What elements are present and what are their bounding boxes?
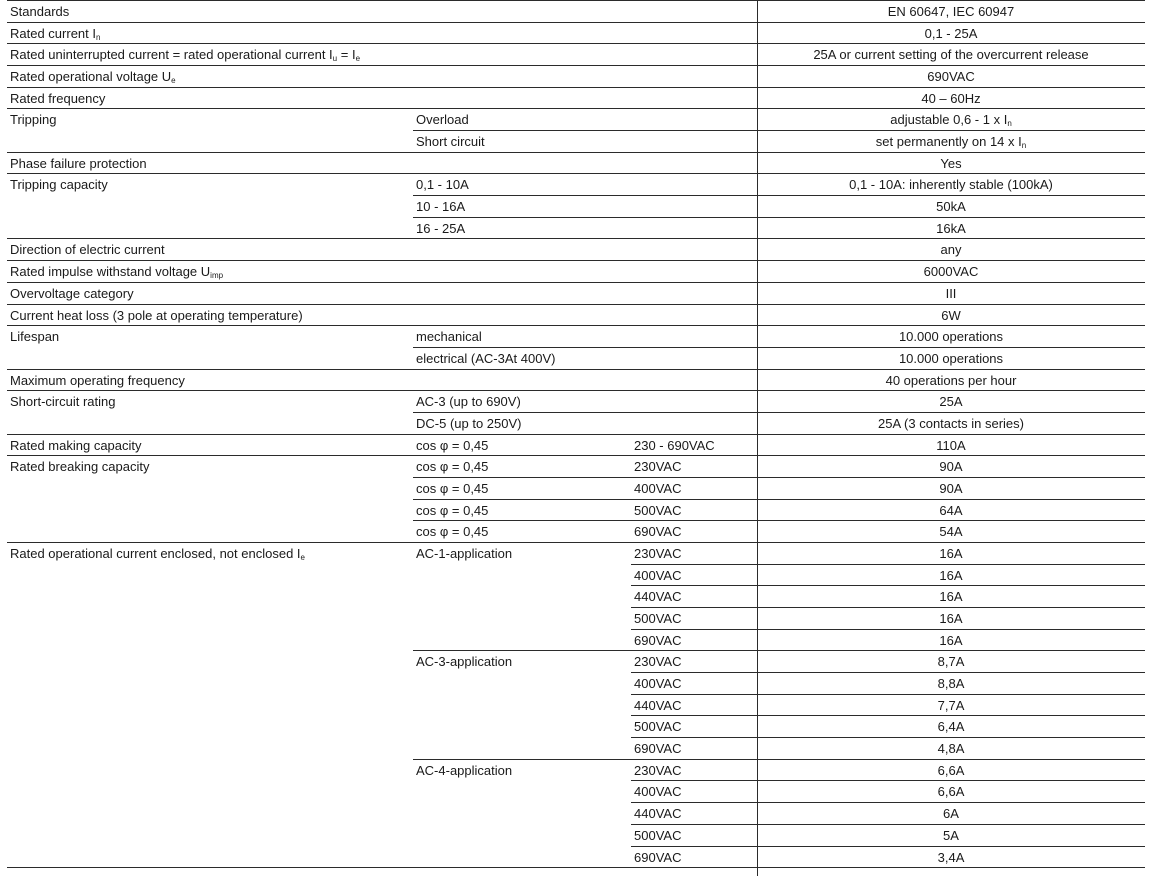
voltage-cell <box>634 738 756 760</box>
table-row <box>0 239 1157 261</box>
value-cell <box>757 738 1145 760</box>
voltage-cell-text: 400VAC <box>634 676 682 692</box>
table-row <box>0 521 1157 543</box>
voltage-cell <box>634 109 756 131</box>
voltage-cell-text: 440VAC <box>634 806 682 822</box>
value-cell <box>757 825 1145 847</box>
value-cell <box>757 153 1145 175</box>
property-cell <box>10 803 410 825</box>
table-row <box>0 478 1157 500</box>
table-row <box>0 88 1157 110</box>
condition-cell <box>416 66 630 88</box>
table-row <box>0 370 1157 392</box>
value-cell <box>757 478 1145 500</box>
value-cell-text: 25A (3 contacts in series) <box>878 415 1024 431</box>
voltage-cell <box>634 630 756 652</box>
property-cell <box>10 586 410 608</box>
voltage-cell <box>631 586 757 608</box>
voltage-cell <box>634 88 756 110</box>
table-row <box>0 803 1157 825</box>
value-cell-text: 8,7A <box>937 654 965 670</box>
value-cell <box>757 88 1145 110</box>
table-row <box>0 131 1157 153</box>
value-cell-text: 16kA <box>936 220 966 236</box>
value-cell-text: 10.000 operations <box>898 350 1004 366</box>
condition-cell <box>416 239 630 261</box>
value-cell <box>757 370 1145 392</box>
condition-cell <box>416 760 630 782</box>
property-cell-subscript: u <box>332 54 338 64</box>
voltage-cell-text: 500VAC <box>634 611 682 627</box>
value-cell-text: 5A <box>943 827 959 843</box>
value-cell-text: EN 60647, IEC 60947 <box>887 4 1015 19</box>
condition-cell-text: AC-4-application <box>416 762 513 778</box>
value-cell <box>757 803 1145 825</box>
voltage-cell <box>631 695 757 717</box>
voltage-cell <box>634 261 756 283</box>
value-cell <box>757 174 1145 196</box>
voltage-cell <box>634 196 756 218</box>
property-cell-text: Rated frequency <box>10 90 106 106</box>
property-cell-text: Rated operational current enclosed, not enclosed I <box>10 546 301 561</box>
value-cell <box>757 651 1145 673</box>
voltage-cell <box>634 478 756 500</box>
condition-cell <box>416 651 630 673</box>
value-cell-text: 0,1 - 25A <box>924 25 978 41</box>
condition-cell <box>416 261 630 283</box>
voltage-cell-text: 690VAC <box>634 524 682 540</box>
value-cell-text: 90A <box>939 459 963 475</box>
table-row <box>0 825 1157 847</box>
table-row <box>0 695 1157 717</box>
property-cell <box>10 109 410 131</box>
condition-cell-text: AC-3 (up to 690V) <box>416 394 521 410</box>
condition-cell <box>416 847 630 869</box>
property-cell-subscript: e <box>171 76 176 86</box>
value-cell-text: 10.000 operations <box>898 329 1004 345</box>
condition-cell-text: 0,1 - 10A <box>416 177 469 193</box>
condition-cell-text: AC-3-application <box>416 654 513 670</box>
condition-cell-text: 16 - 25A <box>416 220 466 236</box>
property-cell <box>10 825 410 847</box>
property-cell-subscript: n <box>96 32 101 42</box>
condition-cell <box>416 781 630 803</box>
voltage-cell <box>634 435 756 457</box>
property-cell-text: Standards <box>10 4 70 19</box>
value-cell <box>757 261 1145 283</box>
value-cell-text: any <box>940 242 962 258</box>
value-cell-text: 6000VAC <box>923 264 979 280</box>
voltage-cell <box>631 543 757 565</box>
property-cell <box>10 608 410 630</box>
value-cell <box>757 283 1145 305</box>
property-cell-subscript-2: e <box>355 54 361 64</box>
condition-cell <box>416 521 630 543</box>
condition-cell-text: AC-1-application <box>416 546 513 561</box>
condition-cell-text: 10 - 16A <box>416 199 466 215</box>
condition-cell <box>416 825 630 847</box>
condition-cell <box>416 348 630 370</box>
property-cell-subscript: e <box>300 553 305 562</box>
table-row <box>0 565 1157 587</box>
table-row <box>0 23 1157 45</box>
condition-cell <box>416 88 630 110</box>
voltage-cell-text: 500VAC <box>634 827 682 843</box>
table-row <box>0 348 1157 370</box>
voltage-cell <box>634 239 756 261</box>
value-cell-text: 50kA <box>936 199 966 215</box>
condition-cell-text: cos φ = 0,45 <box>416 459 489 475</box>
value-cell-text: 40 operations per hour <box>885 372 1017 388</box>
value-cell-text: set permanently on 14 x I <box>875 134 1022 150</box>
condition-cell <box>416 803 630 825</box>
property-cell-text: Overvoltage category <box>10 285 134 301</box>
property-cell-text: Maximum operating frequency <box>10 372 185 388</box>
table-row <box>0 153 1157 175</box>
voltage-cell-text: 690VAC <box>634 741 682 757</box>
value-cell-text: 6A <box>943 806 959 822</box>
value-cell-text: 6,6A <box>937 762 965 778</box>
value-cell <box>757 391 1145 413</box>
table-row <box>0 760 1157 782</box>
value-cell <box>757 218 1145 240</box>
property-cell-text: Rated breaking capacity <box>10 459 150 475</box>
voltage-cell <box>634 23 756 45</box>
voltage-cell <box>634 218 756 240</box>
value-cell-text: 6W <box>941 307 961 323</box>
voltage-cell <box>631 803 757 825</box>
condition-cell <box>416 370 630 392</box>
property-cell <box>10 651 410 673</box>
table-row <box>0 456 1157 478</box>
value-cell <box>757 131 1145 153</box>
condition-cell-text: Overload <box>416 112 469 128</box>
table-row <box>0 66 1157 88</box>
condition-cell <box>416 153 630 175</box>
value-cell-text: 16A <box>939 589 963 605</box>
voltage-cell <box>634 44 756 66</box>
property-cell-text-tail: = I <box>337 47 356 63</box>
property-cell <box>10 716 410 738</box>
voltage-cell <box>634 521 756 543</box>
voltage-cell-text: 400VAC <box>634 567 682 583</box>
property-cell-text: Phase failure protection <box>10 155 147 171</box>
property-cell <box>10 391 410 413</box>
value-cell-text: 110A <box>936 437 966 453</box>
table-row <box>0 543 1157 565</box>
voltage-cell <box>634 370 756 392</box>
value-cell-text: III <box>945 285 957 301</box>
condition-cell-text: cos φ = 0,45 <box>416 524 489 540</box>
voltage-cell <box>631 565 757 587</box>
value-cell-text: 16A <box>939 632 963 648</box>
condition-cell-text: DC-5 (up to 250V) <box>416 415 522 431</box>
value-cell <box>757 608 1145 630</box>
value-cell-text: 54A <box>939 524 963 540</box>
table-row <box>0 196 1157 218</box>
table-row <box>0 500 1157 522</box>
table-row <box>0 435 1157 457</box>
property-cell <box>10 174 410 196</box>
value-cell <box>757 586 1145 608</box>
value-cell <box>757 44 1145 66</box>
property-cell-text: Rated making capacity <box>10 437 142 453</box>
condition-cell <box>416 413 630 435</box>
table-row <box>0 1 1157 23</box>
voltage-cell <box>631 760 757 782</box>
property-cell-text: Tripping capacity <box>10 177 108 193</box>
property-cell <box>10 630 410 652</box>
value-cell <box>757 326 1145 348</box>
condition-cell <box>416 435 630 457</box>
property-cell <box>10 478 410 500</box>
value-cell-text: 6,4A <box>937 719 965 735</box>
property-cell-text: Short-circuit rating <box>10 394 116 410</box>
voltage-cell <box>634 305 756 327</box>
value-cell-text: 7,7A <box>937 697 965 713</box>
voltage-cell-text: 500VAC <box>634 502 682 518</box>
condition-cell <box>416 608 630 630</box>
table-row <box>0 283 1157 305</box>
value-cell <box>757 543 1145 565</box>
voltage-cell <box>631 716 757 738</box>
voltage-cell-text: 400VAC <box>634 784 682 800</box>
voltage-cell <box>634 174 756 196</box>
voltage-cell <box>634 153 756 175</box>
property-cell <box>10 326 410 348</box>
condition-cell <box>416 44 630 66</box>
table-row <box>0 305 1157 327</box>
property-cell <box>10 500 410 522</box>
property-cell <box>10 760 410 782</box>
table-row <box>0 261 1157 283</box>
value-cell <box>757 196 1145 218</box>
voltage-cell <box>634 283 756 305</box>
value-cell-text: 16A <box>939 567 963 583</box>
condition-cell <box>416 565 630 587</box>
voltage-cell-text: 230VAC <box>634 762 682 778</box>
voltage-cell-text: 690VAC <box>634 849 682 865</box>
table-row <box>0 391 1157 413</box>
property-cell <box>10 196 410 218</box>
voltage-cell <box>634 391 756 413</box>
voltage-cell <box>631 673 757 695</box>
voltage-cell-text: 690VAC <box>634 632 682 648</box>
table-row <box>0 174 1157 196</box>
value-cell-text: 6,6A <box>937 784 965 800</box>
voltage-cell <box>634 413 756 435</box>
condition-cell <box>416 23 630 45</box>
voltage-cell-text: 440VAC <box>634 589 682 605</box>
condition-cell-text: cos φ = 0,45 <box>416 480 489 496</box>
voltage-cell <box>631 608 757 630</box>
property-cell-text: Lifespan <box>10 329 60 345</box>
voltage-cell <box>634 131 756 153</box>
property-cell <box>10 673 410 695</box>
voltage-cell <box>634 847 756 869</box>
table-row <box>0 586 1157 608</box>
table-row <box>0 738 1157 760</box>
voltage-cell <box>634 1 756 23</box>
value-cell <box>757 781 1145 803</box>
table-row <box>0 651 1157 673</box>
condition-cell <box>416 283 630 305</box>
value-cell <box>757 500 1145 522</box>
voltage-cell-text: 440VAC <box>634 697 682 713</box>
value-cell <box>757 109 1145 131</box>
property-cell <box>10 738 410 760</box>
value-cell-text: 4,8A <box>937 741 965 757</box>
value-cell-subscript: n <box>1021 141 1027 151</box>
voltage-cell <box>634 326 756 348</box>
voltage-cell <box>631 781 757 803</box>
table-row <box>0 716 1157 738</box>
value-cell-text: 64A <box>939 502 963 518</box>
property-cell-text: Tripping <box>10 112 57 128</box>
property-cell <box>10 781 410 803</box>
value-cell <box>757 521 1145 543</box>
value-cell-text: 16A <box>939 611 963 627</box>
value-cell <box>757 847 1145 869</box>
value-cell <box>757 565 1145 587</box>
condition-cell <box>416 305 630 327</box>
table-row <box>0 413 1157 435</box>
property-cell <box>10 456 410 478</box>
voltage-cell <box>631 825 757 847</box>
voltage-cell-text: 230VAC <box>634 546 682 561</box>
condition-cell-text: cos φ = 0,45 <box>416 502 489 518</box>
table-row <box>0 218 1157 240</box>
value-cell <box>757 435 1145 457</box>
value-cell-text: 90A <box>939 480 963 496</box>
condition-cell <box>416 543 630 565</box>
table-row <box>0 109 1157 131</box>
value-cell <box>757 1 1145 23</box>
value-cell <box>757 630 1145 652</box>
condition-cell <box>416 218 630 240</box>
condition-cell <box>416 131 630 153</box>
voltage-cell <box>634 500 756 522</box>
condition-cell <box>416 695 630 717</box>
value-cell-text: 8,8A <box>937 676 965 692</box>
value-cell-text: 690VAC <box>927 69 975 85</box>
voltage-cell-text: 500VAC <box>634 719 682 735</box>
value-cell <box>757 23 1145 45</box>
condition-cell <box>416 673 630 695</box>
value-cell <box>757 413 1145 435</box>
property-cell <box>10 695 410 717</box>
property-cell-text: Current heat loss (3 pole at operating temperature) <box>10 307 303 323</box>
table-row <box>0 326 1157 348</box>
value-cell <box>757 456 1145 478</box>
value-cell <box>757 239 1145 261</box>
value-cell-text: adjustable 0,6 - 1 x I <box>890 112 1008 128</box>
value-cell <box>757 66 1145 88</box>
property-cell-text: Rated impulse withstand voltage U <box>10 264 211 280</box>
property-cell-text: Rated current I <box>10 25 96 41</box>
table-row <box>0 44 1157 66</box>
voltage-cell <box>634 456 756 478</box>
condition-cell-text: electrical (AC-3At 400V) <box>416 350 556 366</box>
table-row <box>0 608 1157 630</box>
voltage-cell <box>631 651 757 673</box>
condition-cell <box>416 716 630 738</box>
value-cell-text: 16A <box>939 546 963 561</box>
value-cell <box>757 305 1145 327</box>
condition-cell-text: Short circuit <box>416 134 485 150</box>
table-row <box>0 630 1157 652</box>
condition-cell <box>416 586 630 608</box>
value-cell-text: 25A or current setting of the overcurrent release <box>813 47 1089 63</box>
value-cell-subscript: n <box>1007 119 1012 129</box>
property-cell <box>10 565 410 587</box>
value-cell <box>757 348 1145 370</box>
value-cell <box>757 760 1145 782</box>
voltage-cell-text: 230 - 690VAC <box>634 437 715 453</box>
value-cell-text: 25A <box>939 394 963 410</box>
voltage-cell-text: 400VAC <box>634 480 682 496</box>
voltage-cell <box>634 348 756 370</box>
table-row <box>0 847 1157 869</box>
table-row <box>0 781 1157 803</box>
value-cell <box>757 695 1145 717</box>
value-cell-text: 0,1 - 10A: inherently stable (100kA) <box>849 177 1053 193</box>
property-cell-subscript: imp <box>210 271 224 281</box>
condition-cell-text: cos φ = 0,45 <box>416 437 489 453</box>
property-cell-text: Direction of electric current <box>10 242 165 258</box>
voltage-cell <box>634 66 756 88</box>
condition-cell-text: mechanical <box>416 329 482 345</box>
value-cell <box>757 716 1145 738</box>
property-cell-text: Rated uninterrupted current = rated operational current I <box>10 47 333 63</box>
value-cell-text: 40 – 60Hz <box>921 90 981 106</box>
voltage-cell-text: 230VAC <box>634 459 682 475</box>
value-cell-text: 3,4A <box>937 849 965 865</box>
property-cell <box>10 543 410 565</box>
table-row <box>0 673 1157 695</box>
value-cell <box>757 673 1145 695</box>
property-cell-text: Rated operational voltage U <box>10 69 172 85</box>
condition-cell <box>416 1 630 23</box>
voltage-cell-text: 230VAC <box>634 654 682 670</box>
value-cell-text: Yes <box>940 155 962 171</box>
